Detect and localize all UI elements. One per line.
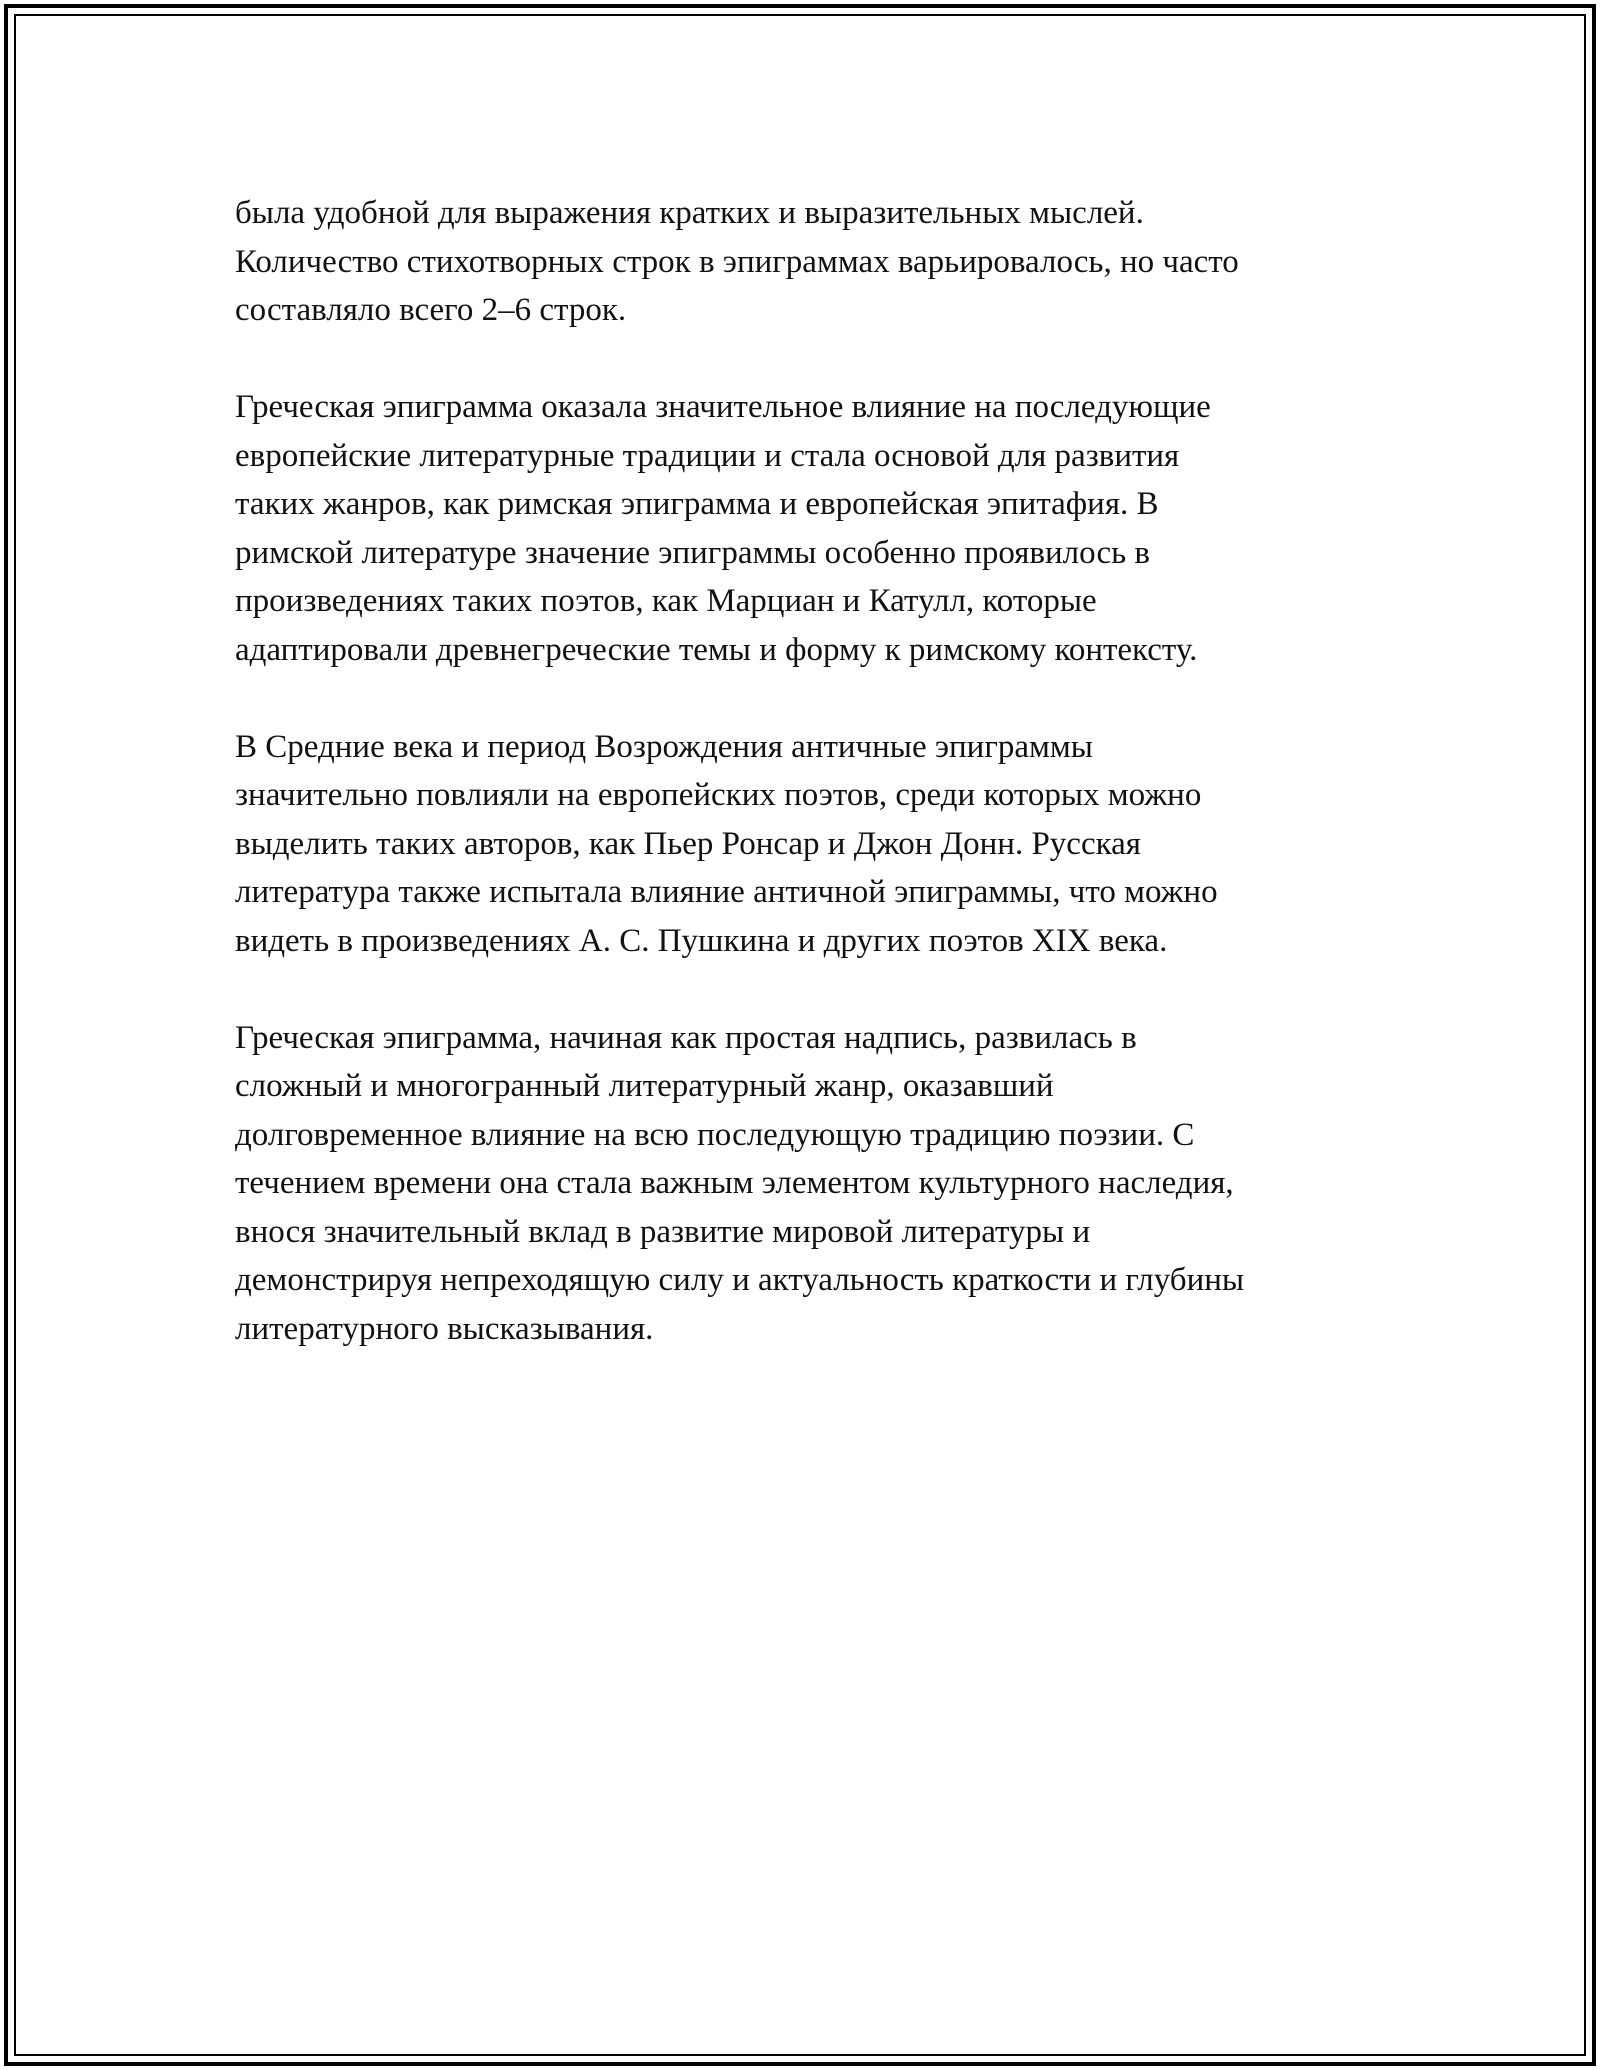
text-line: видеть в произведениях А. С. Пушкина и других поэтов XIX века.	[235, 922, 1168, 959]
paragraph-3	[235, 723, 1385, 966]
text-line: сложный и многогранный литературный жанр, оказавший	[235, 1068, 1054, 1104]
text-line: значительно повлияли на европейских поэтов, среди которых можно	[235, 777, 1202, 813]
text-line: составляло всего 2–6 строк.	[235, 292, 627, 328]
text-line: литература также испытала влияние античной эпиграммы, что можно	[235, 874, 1218, 910]
paragraph-1	[235, 189, 1385, 335]
text-line: адаптировали древнегреческие темы и форму к римскому контексту.	[235, 631, 1198, 668]
text-line: выделить таких авторов, как Пьер Ронсар и Джон Донн. Русская	[235, 825, 1141, 862]
text-line: была удобной для выражения кратких и выразительных мыслей.	[235, 195, 1144, 231]
text-line: литературного высказывания.	[235, 1310, 654, 1347]
text-line: таких жанров, как римская эпиграмма и европейская эпитафия. В	[235, 486, 1159, 522]
text-line: В Средние века и период Возрождения античные эпиграммы	[235, 728, 1093, 765]
text-line: внося значительный вклад в развитие мировой литературы и	[235, 1213, 1091, 1250]
text-line: Греческая эпиграмма оказала значительное влияние на последующие	[235, 389, 1211, 425]
text-line: римской литературе значение эпиграммы особенно проявилось в	[235, 534, 1150, 571]
text-line: европейские литературные традиции и стала основой для развития	[235, 437, 1180, 474]
text-line: демонстрируя непреходящую силу и актуальность краткости и глубины	[235, 1262, 1245, 1298]
document-body	[235, 189, 1385, 1402]
text-line: произведениях таких поэтов, как Марциан и Катулл, которые	[235, 583, 1097, 619]
text-line: Количество стихотворных строк в эпиграммах варьировалось, но часто	[235, 243, 1239, 280]
text-line: Греческая эпиграмма, начиная как простая надпись, развилась в	[235, 1019, 1137, 1056]
paragraph-4	[235, 1014, 1385, 1354]
paragraph-2	[235, 383, 1385, 674]
text-line: долговременное влияние на всю последующую традицию поэзии. С	[235, 1116, 1195, 1153]
text-line: течением времени она стала важным элементом культурного наследия,	[235, 1165, 1234, 1201]
